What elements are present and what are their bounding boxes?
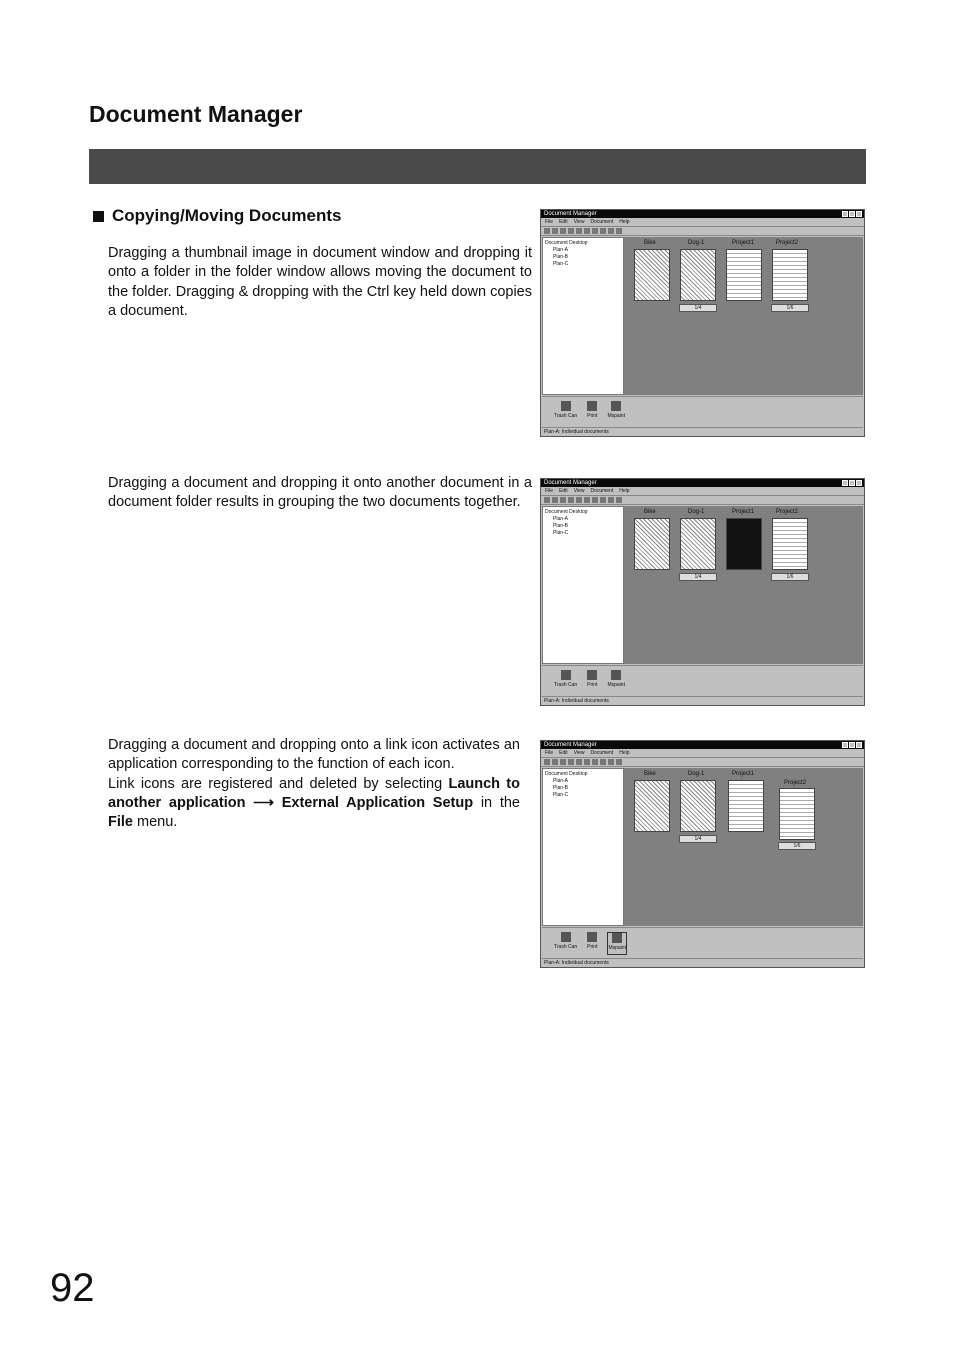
p3-mid: in the [480,794,520,811]
link-mspaint[interactable] [607,670,625,693]
pager-dog[interactable]: 1/4 [679,304,717,312]
arrow-right-icon: ⟶ [253,794,274,811]
menu-help[interactable]: Help [619,488,630,494]
tool-icon[interactable] [616,759,622,765]
doc-thumbnail[interactable] [772,249,808,301]
tree-root[interactable]: Document Desktop [545,509,588,515]
link-label: Mspaint [607,413,625,419]
menu-view[interactable]: View [573,488,585,494]
tool-icon[interactable] [568,228,574,234]
close-icon[interactable] [856,211,862,217]
tree-item-plan-b[interactable]: Plan-B [553,785,569,791]
tool-icon[interactable] [584,497,590,503]
trash-can-icon [561,932,571,942]
menu-document[interactable]: Document [590,750,614,756]
maximize-icon[interactable] [849,211,855,217]
link-trash-can[interactable] [554,932,577,955]
close-icon[interactable] [856,480,862,486]
doc-thumbnail[interactable] [680,249,716,301]
square-bullet-icon [93,211,104,222]
document-window [624,768,863,926]
tool-icon[interactable] [600,228,606,234]
link-bar [542,927,863,959]
status-bar: Plan-A: Individual documents [542,696,863,705]
tool-icon[interactable] [584,759,590,765]
tool-icon[interactable] [600,759,606,765]
page-title: Document Manager [89,101,303,127]
tree-item-plan-a[interactable]: Plan-A [553,778,569,784]
menubar [541,749,864,757]
window-title: Document Manager [544,211,597,217]
tree-item-plan-c[interactable]: Plan-C [553,792,569,798]
menu-document[interactable]: Document [590,219,614,225]
p3-prefix: Link icons are registered and deleted by selecting [108,775,443,792]
link-print[interactable] [587,932,597,955]
doc-thumbnail[interactable] [634,518,670,570]
tool-icon[interactable] [560,228,566,234]
p3-bold-external: External Application Setup [281,794,474,811]
tool-icon[interactable] [592,759,598,765]
status-bar: Plan-A: Individual documents [542,427,863,436]
doc-thumbnail[interactable] [772,518,808,570]
menu-file[interactable]: File [545,488,554,494]
paragraph-1-text: Dragging a thumbnail image in document window and dropping it onto a folder in the folder window allows moving the document to the folder. Dragging & dropping with the Ctrl key held down copies a document. [108,245,532,319]
paragraph-3-line2 [108,775,520,833]
section-heading-text: Copying/Moving Documents [112,206,342,225]
link-bar [542,665,863,697]
doc-label-dog: Dog-1 [688,240,705,246]
minimize-icon[interactable] [842,480,848,486]
paint-icon [611,670,621,680]
minimize-icon[interactable] [842,211,848,217]
doc-label-project1: Project1 [732,509,755,515]
link-mspaint[interactable] [607,932,627,955]
trash-can-icon [561,670,571,680]
tree-item-plan-c[interactable]: Plan-C [553,261,569,267]
tree-item-plan-c[interactable]: Plan-C [553,530,569,536]
tool-icon[interactable] [608,497,614,503]
link-trash-can[interactable] [554,670,577,693]
tool-icon[interactable] [560,759,566,765]
doc-label-project1: Project1 [732,771,755,777]
menubar [541,218,864,226]
doc-thumbnail[interactable] [728,780,764,832]
doc-thumbnail[interactable] [680,780,716,832]
status-bar: Plan-A: Individual documents [542,958,863,967]
screenshot-window-2 [540,478,865,706]
trash-can-icon [561,401,571,411]
menu-file[interactable]: File [545,750,554,756]
paragraph-2-text: Dragging a document and dropping it onto another document in a document folder results in grouping the two documents together. [108,475,532,511]
doc-thumbnail[interactable] [634,780,670,832]
tool-icon[interactable] [552,228,558,234]
link-label: Print [587,413,598,419]
screenshot-window-3 [540,740,865,968]
toolbar [541,757,864,767]
doc-label-project1: Project1 [732,240,755,246]
toolbar [541,226,864,236]
tree-item-plan-a[interactable]: Plan-A [553,516,569,522]
tool-icon[interactable] [568,759,574,765]
link-trash-can[interactable] [554,401,577,424]
link-label: Print [587,682,598,688]
menu-edit[interactable]: Edit [559,750,568,756]
tree-root[interactable]: Document Desktop [545,771,588,777]
menu-view[interactable]: View [573,219,585,225]
paint-icon [612,933,622,943]
window-title: Document Manager [544,742,597,748]
doc-thumbnail[interactable] [634,249,670,301]
menu-edit[interactable]: Edit [559,219,568,225]
folder-tree [542,237,624,395]
tree-item-plan-b[interactable]: Plan-B [553,254,569,260]
p3-bold-launch: Launch to another application [108,775,520,811]
link-label: Trash Can [554,944,578,950]
tool-icon[interactable] [576,759,582,765]
menu-view[interactable]: View [573,750,585,756]
tool-icon[interactable] [616,497,622,503]
minimize-icon[interactable] [842,742,848,748]
p3-suffix: menu. [137,814,178,831]
document-window [624,237,863,395]
paragraph-1 [108,244,532,321]
printer-icon [587,932,597,942]
doc-thumbnail[interactable] [726,249,762,301]
doc-label-bike: Bike [644,771,656,777]
doc-label-project2: Project2 [776,240,799,246]
pager-project2[interactable]: 1/6 [771,573,809,581]
tool-icon[interactable] [592,228,598,234]
window-titlebar [541,741,864,749]
doc-label-dog: Dog-1 [688,771,705,777]
maximize-icon[interactable] [849,480,855,486]
tool-icon[interactable] [576,497,582,503]
pager-dog[interactable]: 1/4 [679,573,717,581]
link-label: Trash Can [554,413,578,419]
menu-edit[interactable]: Edit [559,488,568,494]
maximize-icon[interactable] [849,742,855,748]
close-icon[interactable] [856,742,862,748]
screenshot-window-1 [540,209,865,437]
doc-label-bike: Bike [644,240,656,246]
folder-tree [542,768,624,926]
paragraph-3 [108,736,520,832]
tool-icon[interactable] [544,497,550,503]
doc-thumbnail[interactable] [779,788,815,840]
menu-document[interactable]: Document [590,488,614,494]
pager-project2[interactable]: 1/6 [778,842,816,850]
printer-icon [587,670,597,680]
pager-dog[interactable]: 1/4 [679,835,717,843]
tool-icon[interactable] [552,497,558,503]
tool-icon[interactable] [552,759,558,765]
tool-icon[interactable] [568,497,574,503]
link-mspaint[interactable] [607,401,625,424]
menu-help[interactable]: Help [619,750,630,756]
doc-thumbnail[interactable] [680,518,716,570]
window-title: Document Manager [544,480,597,486]
tool-icon[interactable] [592,497,598,503]
section-heading [93,206,342,226]
tool-icon[interactable] [544,228,550,234]
window-titlebar [541,210,864,218]
link-label: Mspaint [608,945,626,951]
doc-label-project2: Project2 [776,509,799,515]
menu-help[interactable]: Help [619,219,630,225]
doc-label-project2: Project2 [784,780,807,786]
paragraph-2 [108,474,532,513]
link-label: Print [587,944,598,950]
tool-icon[interactable] [608,228,614,234]
doc-label-bike: Bike [644,509,656,515]
tree-item-plan-a[interactable]: Plan-A [553,247,569,253]
p3-bold-file: File [108,814,133,831]
paragraph-3-line1: Dragging a document and dropping onto a link icon activates an application corresponding to the function of each icon. [108,737,520,773]
tree-root[interactable]: Document Desktop [545,240,588,246]
link-label: Trash Can [554,682,578,688]
toolbar [541,495,864,505]
pager-project2[interactable]: 1/6 [771,304,809,312]
tool-icon[interactable] [584,228,590,234]
menu-file[interactable]: File [545,219,554,225]
printer-icon [587,401,597,411]
link-print[interactable] [587,670,597,693]
window-titlebar [541,479,864,487]
header-band [89,149,866,184]
page-number: 92 [50,1266,95,1310]
tool-icon[interactable] [616,228,622,234]
document-window [624,506,863,664]
menubar [541,487,864,495]
link-print[interactable] [587,401,597,424]
doc-thumbnail-selected[interactable] [726,518,762,570]
link-label: Mspaint [607,682,625,688]
tool-icon[interactable] [560,497,566,503]
tree-item-plan-b[interactable]: Plan-B [553,523,569,529]
folder-tree [542,506,624,664]
doc-label-dog: Dog-1 [688,509,705,515]
paint-icon [611,401,621,411]
tool-icon[interactable] [600,497,606,503]
tool-icon[interactable] [576,228,582,234]
tool-icon[interactable] [608,759,614,765]
tool-icon[interactable] [544,759,550,765]
link-bar [542,396,863,428]
